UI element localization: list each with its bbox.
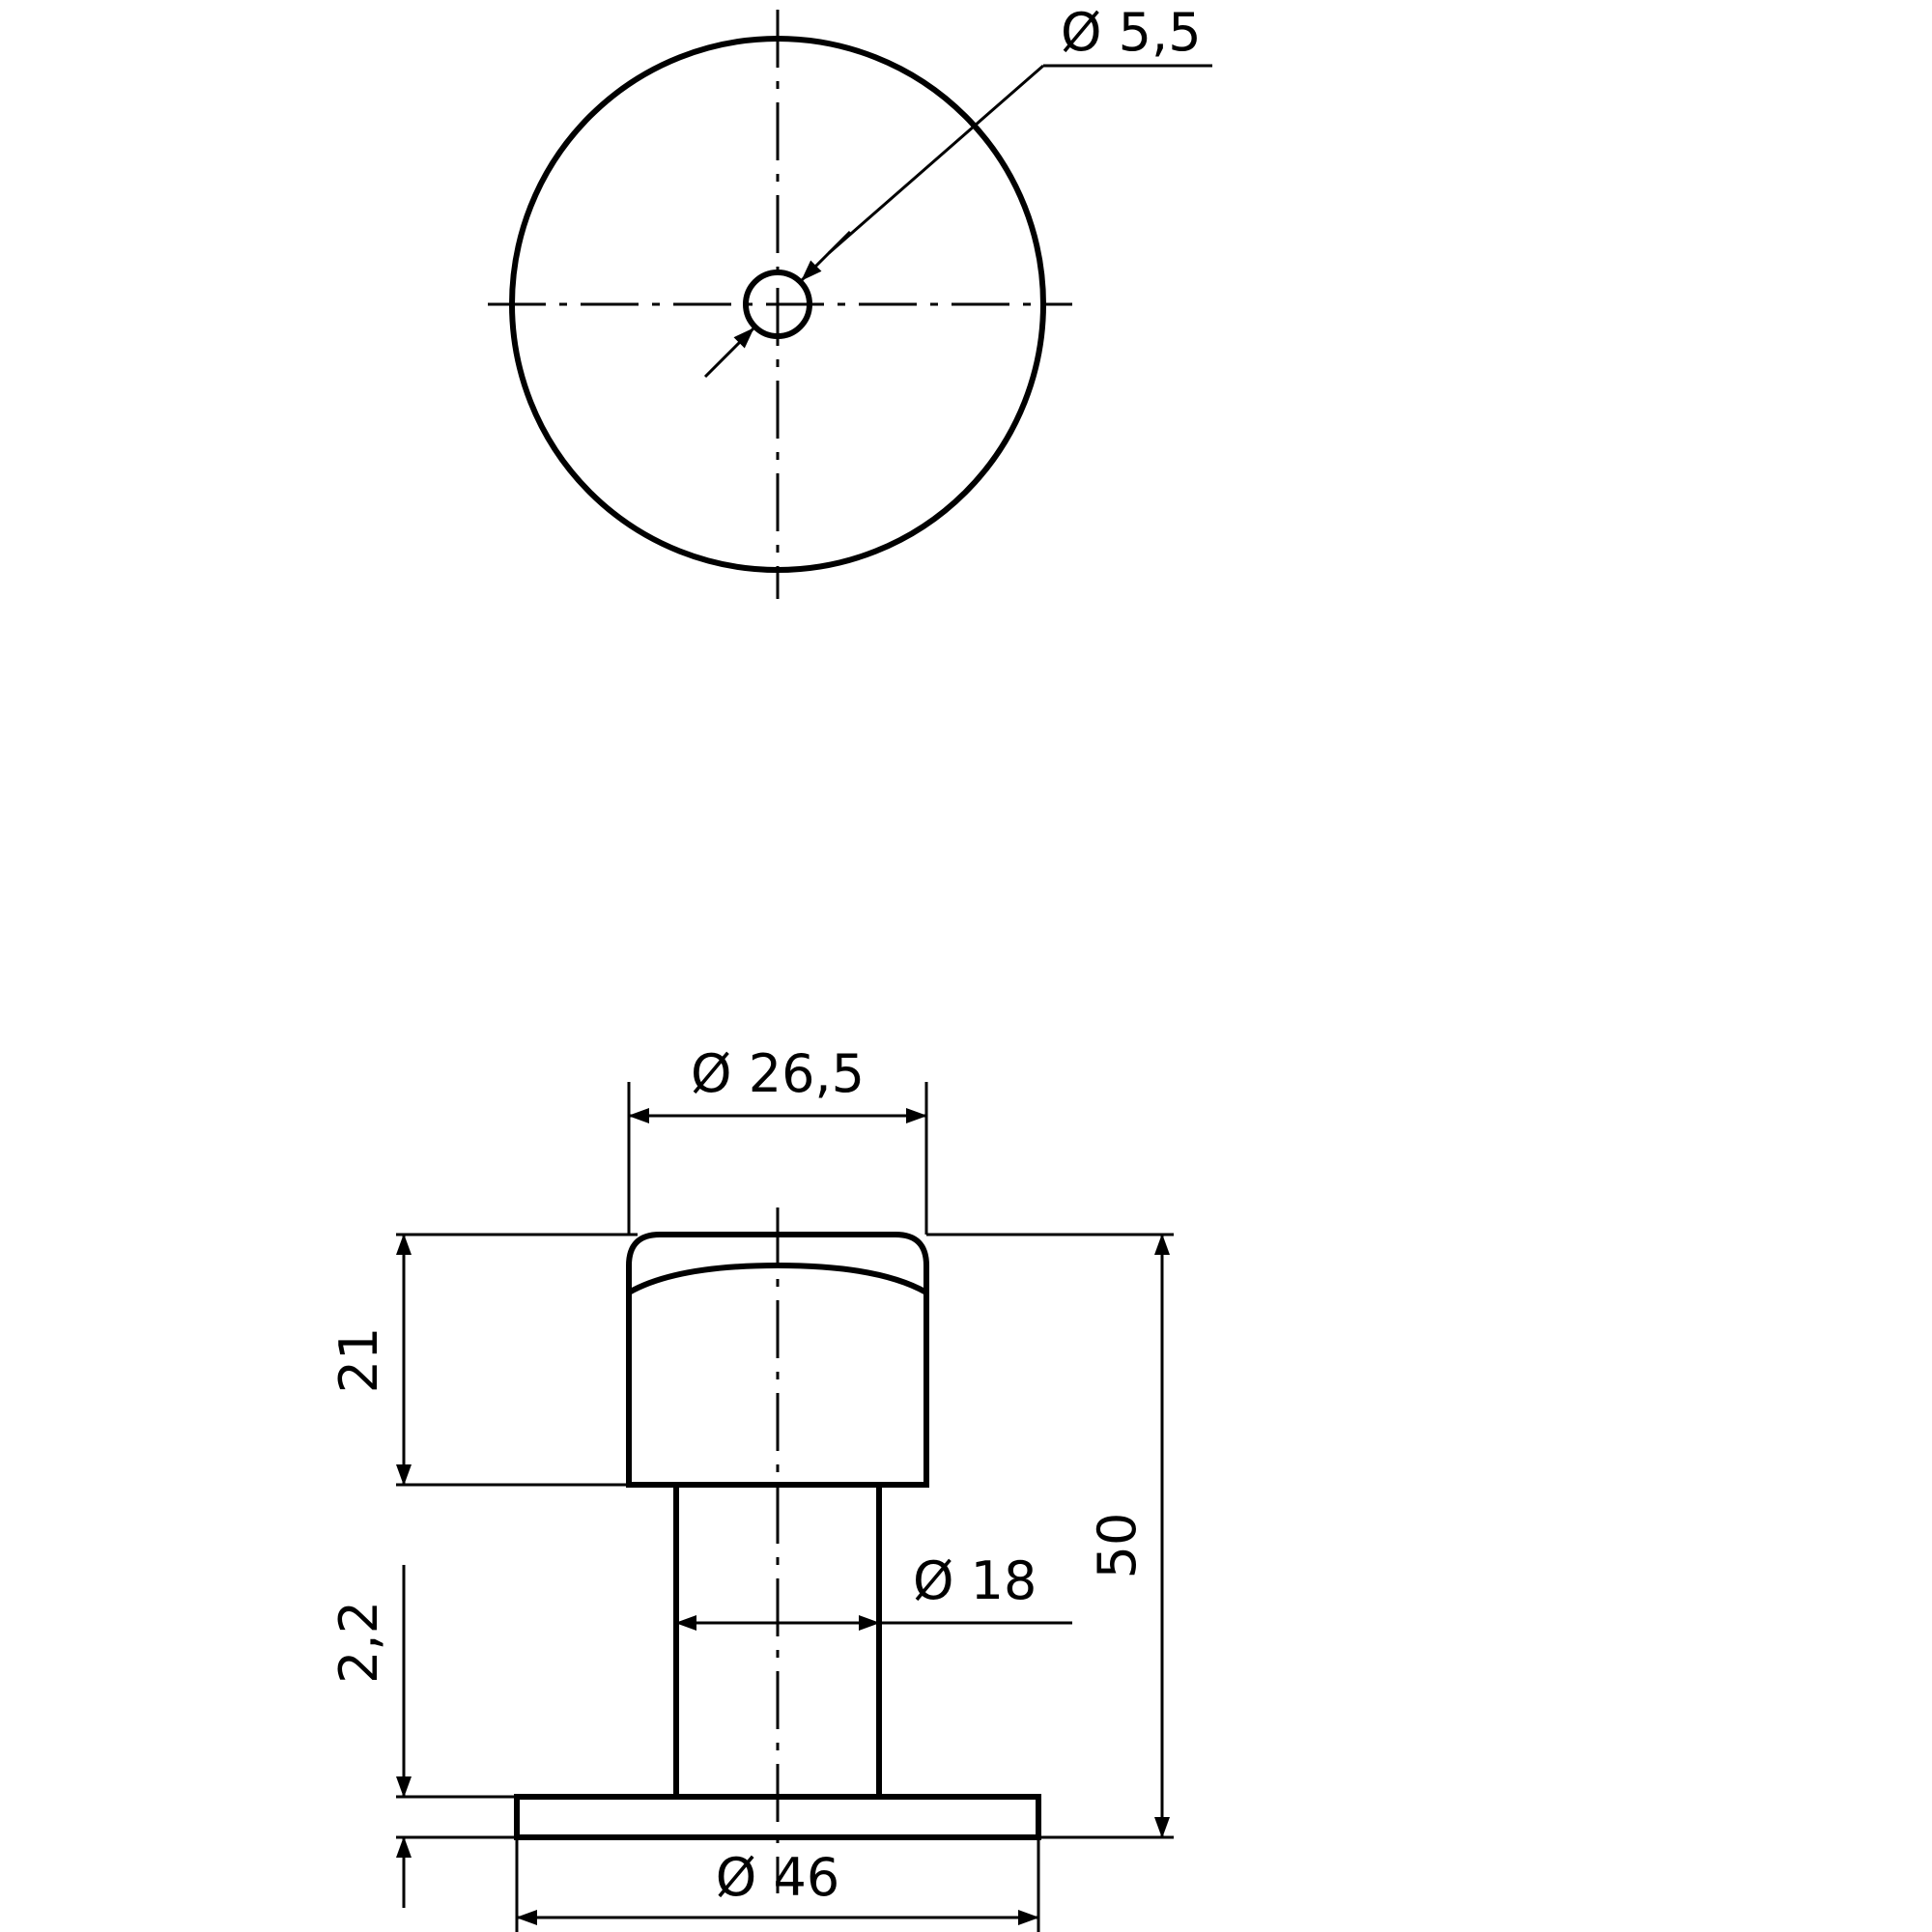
hole-dimension-arrow-lower	[705, 328, 753, 377]
top-view	[488, 2, 1212, 599]
dimension-label-head-diameter: Ø 26,5	[691, 1043, 865, 1104]
dimension-label-hole: Ø 5,5	[1061, 2, 1202, 63]
dimension-label-neck-diameter: Ø 18	[913, 1550, 1037, 1611]
front-view	[328, 1043, 1174, 1932]
dimension-label-head-height: 21	[328, 1326, 389, 1394]
dimension-label-total-height: 50	[1087, 1512, 1148, 1579]
dimension-label-base-thickness: 2,2	[328, 1601, 389, 1684]
dimension-label-base-diameter: Ø 46	[715, 1847, 840, 1908]
